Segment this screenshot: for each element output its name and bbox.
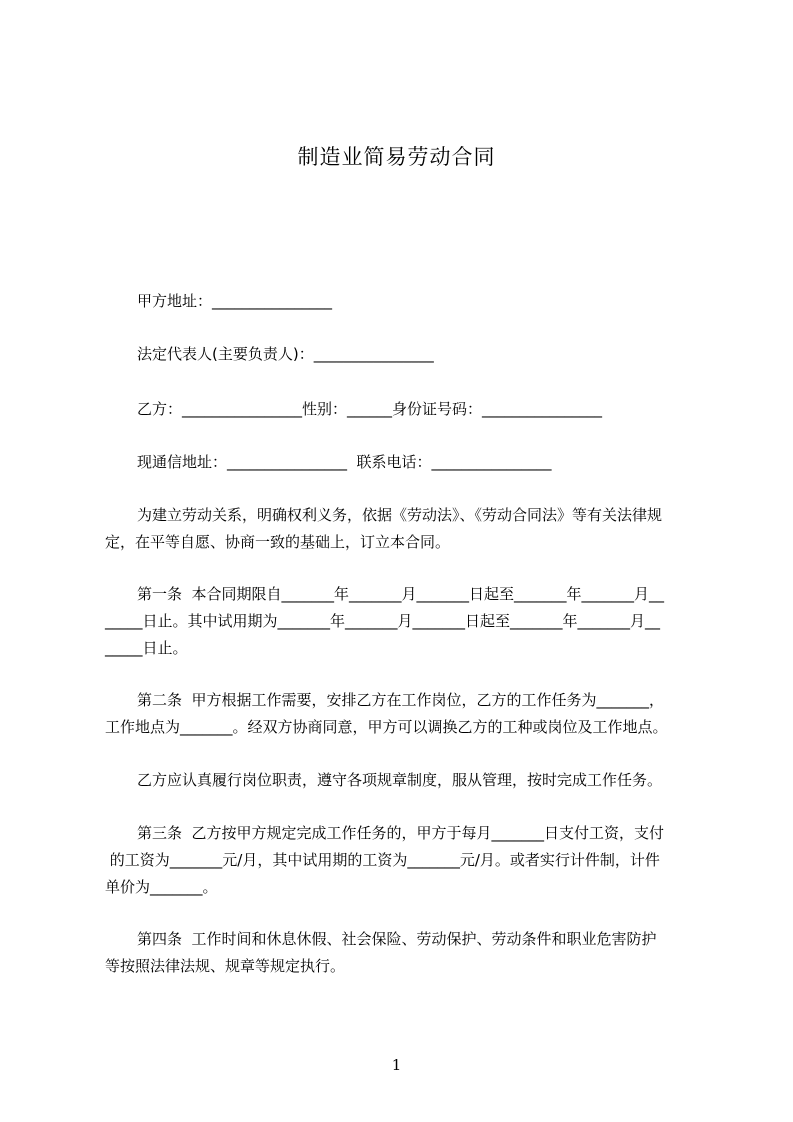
contact-text: 现通信地址：________________ 联系电话：________________ [137,453,552,471]
article-4-line-2 [0,956,793,1016]
article-2-text-2: 工作地点为_______。经双方协商同意，甲方可以调换乙方的工种或岗位及工作地点。 [105,718,668,736]
article-3-text-1: 第三条 乙方按甲方规定完成工作任务的，甲方于每月_______日支付工资，支付 [137,824,665,842]
article-4-text-1: 第四条 工作时间和休息休假、社会保险、劳动保护、劳动条件和职业危害防护 [137,930,657,948]
article-1-text-1: 第一条 本合同期限自_______年_______月_______日起至_______年_______月__ [137,585,665,603]
article-4-text-2: 等按照法律法规、规章等规定执行。 [105,957,346,975]
duty-line [0,770,793,830]
article-1-text-3: _____日止。 [105,639,188,657]
preamble-line-2 [0,532,793,592]
article-2-line-2 [0,717,793,777]
article-3-text-3: 单价为_______。 [105,878,218,896]
contact-line [0,452,793,512]
legal-representative-text: 法定代表人(主要负责人)：________________ [137,345,434,363]
party-a-address-line [0,291,793,351]
preamble-text-1: 为建立劳动关系，明确权利义务，依据《劳动法》、《劳动合同法》等有关法律规 [137,506,663,524]
duty-text: 乙方应认真履行岗位职责，遵守各项规章制度，服从管理，按时完成工作任务。 [137,771,663,789]
preamble-text-2: 定，在平等自愿、协商一致的基础上，订立本合同。 [105,533,451,551]
article-3-line-3 [0,877,793,937]
legal-representative-line [0,344,793,404]
article-2-text-1: 第二条 甲方根据工作需要，安排乙方在工作岗位，乙方的工作任务为_______， [137,691,665,709]
article-3-text-2: 的工资为_______元/月，其中试用期的工资为_______元/月。或者实行计件制，计件 [105,851,660,869]
party-b-line [0,399,793,459]
article-1-text-2: _____日止。其中试用期为_______年_______月_______日起至_______年_______月__ [105,612,661,630]
party-a-address-text: 甲方地址：________________ [137,292,333,310]
article-1-line-3 [0,638,793,698]
page-number: 1 [391,1056,402,1074]
document-title: 制造业简易劳动合同 [297,145,496,169]
party-b-text: 乙方：________________性别：______身份证号码：________________ [137,400,603,418]
